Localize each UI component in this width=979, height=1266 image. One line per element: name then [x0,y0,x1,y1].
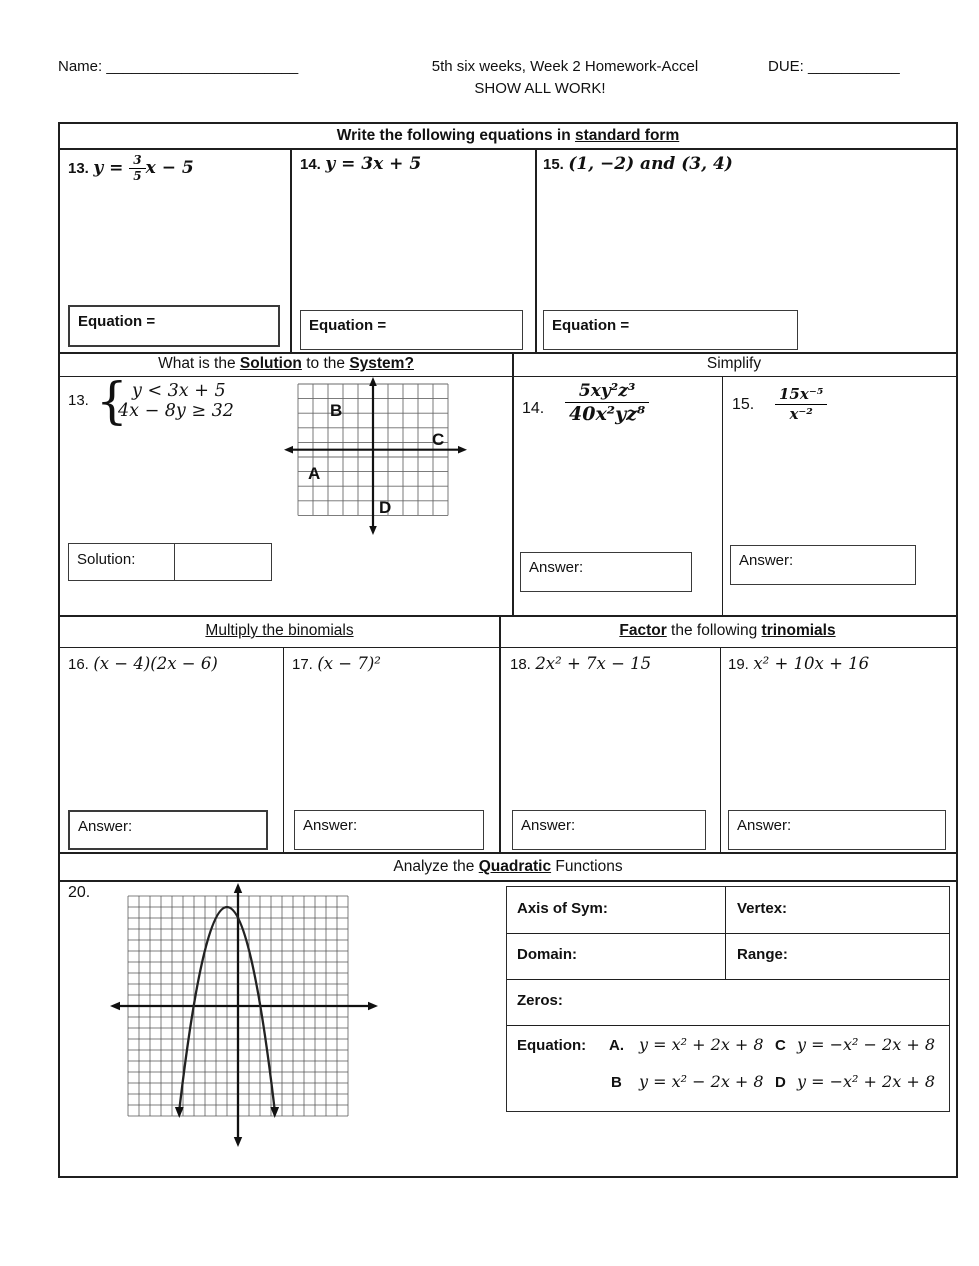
parabola-graph [108,882,380,1148]
quadrant-label-D: D [379,498,392,517]
option-a-letter[interactable]: A. [609,1037,624,1054]
heading-underlined-text: Quadratic [478,858,552,875]
heading-underlined-text: trinomials [761,622,836,639]
quadrant-label-A: A [308,464,321,483]
section-multiply-heading [60,620,499,642]
section-standard-form-heading [60,125,956,147]
divider-line [720,647,721,852]
problem-number: 20. [68,884,91,901]
fraction-denominator: x⁻² [789,404,813,423]
problem-14-simplify [565,382,649,425]
name-field: Name: _______________________ [58,58,299,75]
problem-number: 18. [510,656,531,673]
answer-box-17[interactable] [294,810,484,850]
heading-text: the following [666,622,762,639]
domain-field[interactable]: Domain: [517,946,577,963]
option-b-letter[interactable]: B [611,1074,622,1091]
quadratic-analysis-table [506,886,950,1112]
divider-line [722,376,723,615]
divider-line [290,148,292,352]
math-expression: y = 3x + 5 [325,154,422,174]
math-expression: x² + 10x + 16 [753,654,870,673]
problem-17 [292,654,381,674]
problem-number: 17. [292,656,313,673]
problem-13-standard-form [68,154,194,183]
math-expression: (x − 4)(2x − 6) [93,654,218,673]
y-axis-top-arrow-icon [234,883,242,893]
fraction-denominator: 5 [133,169,142,184]
heading-text: to the [301,355,350,372]
section-factor-heading [499,620,956,642]
vertex-field[interactable]: Vertex: [737,900,788,917]
fraction-numerator: 3 [129,154,145,169]
heading-underlined-text: Multiply the binomials [205,622,354,639]
option-d-expression: y = −x² + 2x + 8 [797,1072,935,1091]
solution-label-cell [69,544,175,580]
divider-line [507,1025,949,1026]
heading-underlined-text: Solution [239,355,302,372]
range-field[interactable]: Range: [737,946,788,963]
section-simplify-heading [512,353,956,375]
problem-number: 15. [732,396,755,413]
problem-19 [728,654,869,674]
heading-text: Functions [551,858,623,875]
math-expression: 2x² + 7x − 15 [535,654,652,673]
answer-label: Answer: [737,817,792,834]
equation-field-label: Equation: [517,1037,587,1054]
problem-number: 15. [543,156,564,173]
fraction-numerator: 5xy²z³ [565,382,649,403]
page-title: 5th six weeks, Week 2 Homework-Accel [431,58,699,75]
option-d-letter[interactable]: D [775,1074,786,1091]
answer-box-16[interactable] [68,810,268,850]
divider-line [60,615,956,617]
problem-15-simplify [775,386,827,422]
fraction-numerator: 15x⁻⁵ [775,386,827,405]
y-axis-bottom-arrow-icon [369,526,377,535]
math-expression: (1, −2) and (3, 4) [568,154,733,174]
problem-18 [510,654,651,674]
answer-label: Answer: [303,817,358,834]
option-a-expression: y = x² + 2x + 8 [639,1035,764,1054]
option-c-expression: y = −x² − 2x + 8 [797,1035,935,1054]
equation-label: Equation = [78,313,156,330]
fraction-denominator: 40x²yz⁸ [569,402,646,425]
heading-text: Simplify [706,355,762,372]
answer-label: Answer: [529,559,584,576]
equation-answer-box-13[interactable] [68,305,280,347]
math-expression: x − 5 [145,157,194,178]
math-expression: y = [93,157,130,178]
answer-box-18[interactable] [512,810,706,850]
divider-line [535,148,537,352]
divider-line [499,615,501,852]
heading-text: Write the following equations in [336,127,576,144]
divider-line [283,647,284,852]
divider-line [60,647,956,648]
x-axis-right-arrow-icon [368,1002,378,1010]
answer-label: Answer: [78,818,133,835]
divider-line [507,979,949,980]
problem-number: 14. [522,400,545,417]
inequality-1: y < 3x + 5 [132,381,226,401]
equation-answer-box-15[interactable] [543,310,798,350]
divider-line [507,933,949,934]
equation-answer-box-14[interactable] [300,310,523,350]
x-axis-left-arrow-icon [110,1002,120,1010]
heading-underlined-text: standard form [575,127,680,144]
axis-of-sym-field[interactable]: Axis of Sym: [517,900,608,917]
y-axis-bottom-arrow-icon [234,1137,242,1147]
zeros-field[interactable]: Zeros: [517,992,563,1009]
problem-14-standard-form [300,154,421,174]
problem-15-standard-form [543,154,733,174]
answer-box-14[interactable] [520,552,692,592]
section-quadratic-heading [60,856,956,878]
problem-number: 19. [728,656,749,673]
answer-box-19[interactable] [728,810,946,850]
problem-number: 13. [68,159,89,177]
worksheet-table [58,122,958,1178]
divider-line [60,148,956,150]
x-axis-left-arrow-icon [284,446,293,454]
divider-line [60,376,956,377]
heading-underlined-text: Factor [619,622,667,639]
equation-label: Equation = [309,317,387,334]
quadrant-label-C: C [432,430,445,449]
divider-line [725,887,726,979]
y-axis-top-arrow-icon [369,377,377,386]
solution-label: Solution: [77,551,136,568]
x-axis-right-arrow-icon [458,446,467,454]
problem-number: 16. [68,656,89,673]
option-c-letter[interactable]: C [775,1037,786,1054]
answer-label: Answer: [521,817,576,834]
heading-text: What is the [158,355,240,372]
inequality-2: 4x − 8y ≥ 32 [118,401,234,421]
problem-16 [68,654,218,674]
divider-line [60,852,956,854]
divider-line [512,352,514,615]
problem-number: 13. [68,392,89,409]
due-field: DUE: ___________ [768,58,900,75]
option-b-expression: y = x² − 2x + 8 [639,1072,764,1091]
answer-label: Answer: [739,552,794,569]
show-all-work-label: SHOW ALL WORK! [474,80,606,97]
heading-underlined-text: System? [349,355,414,372]
equation-label: Equation = [552,317,630,334]
answer-box-15[interactable] [730,545,916,585]
math-expression: (x − 7)² [317,654,381,673]
solution-answer-box[interactable] [68,543,272,581]
heading-text: Analyze the [393,858,479,875]
problem-number: 14. [300,156,321,173]
system-inequalities [118,381,234,421]
quadrant-label-B: B [330,401,343,420]
system-quadrant-graph [282,376,470,538]
system-brace: { [96,372,128,430]
